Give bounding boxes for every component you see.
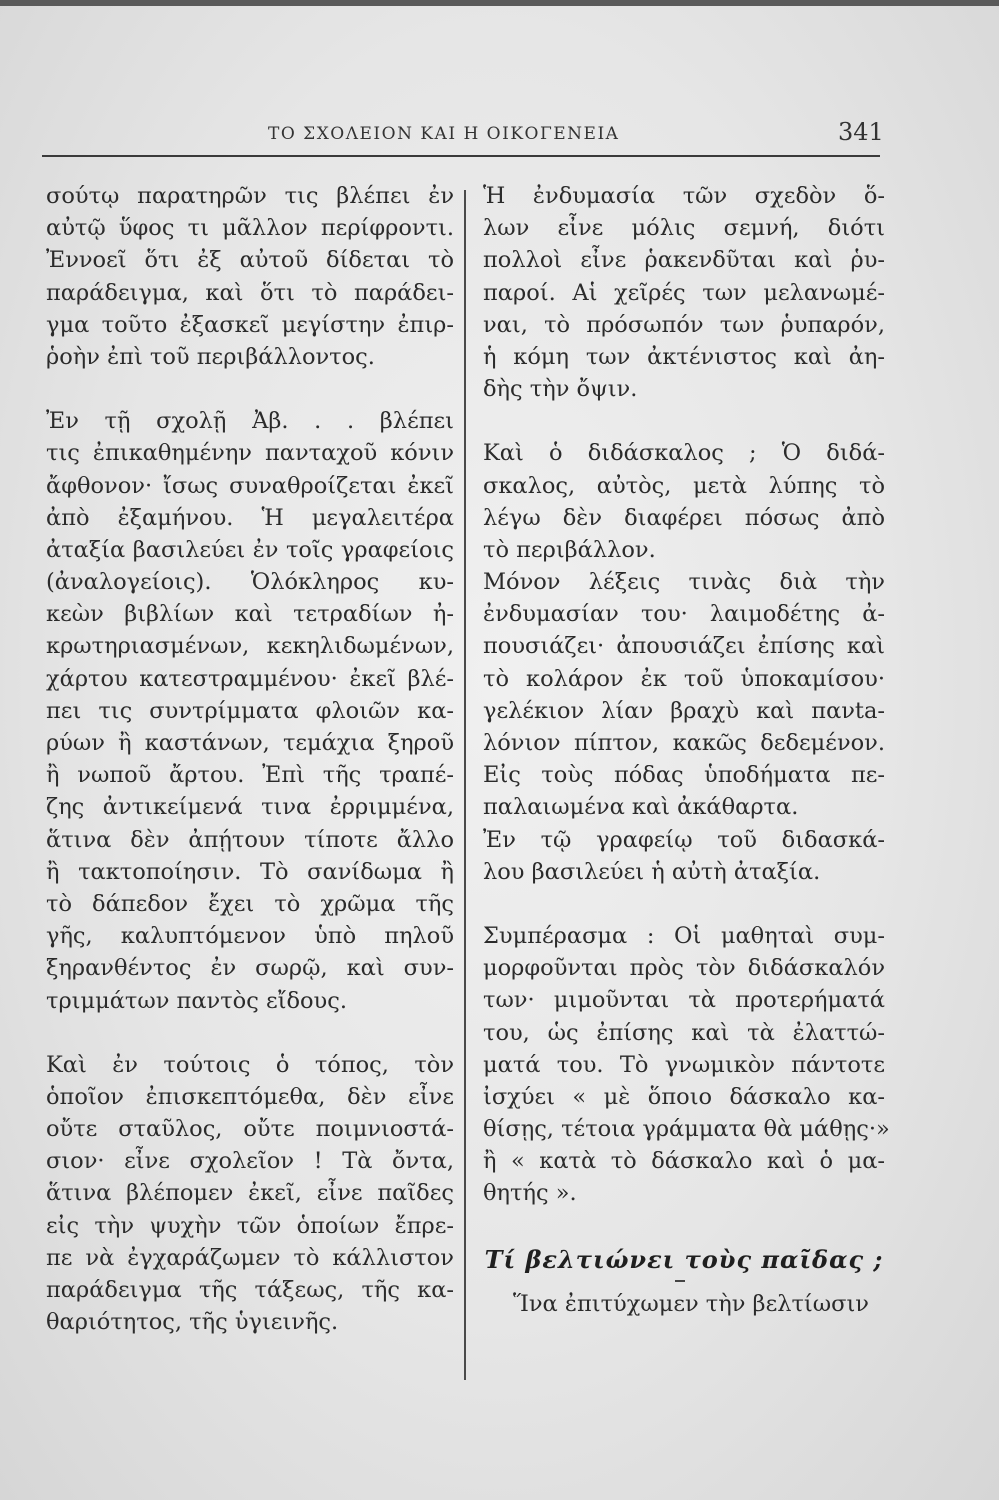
text-line: λόνιον πίπτον, κακῶς δεδεμένον. <box>483 730 885 756</box>
text-line: ἅτινα δὲν ἀπῄτουν τίποτε ἄλλο <box>46 826 454 853</box>
text-line: λέγω δὲν διαφέρει πόσως ἀπὸ <box>483 504 885 531</box>
text-line: πει τις συντρίμματα φλοιῶν κα- <box>46 697 454 724</box>
right-column <box>483 180 890 1320</box>
text-line: τριμμάτων παντὸς εἴδους. <box>46 987 347 1014</box>
paragraph <box>483 437 885 566</box>
text-line: Εἰς τοὺς πόδας ὑποδήματα πε- <box>483 762 885 789</box>
text-line: (ἀναλογείοις). Ὁλόκληρος κυ- <box>46 569 454 596</box>
text-line: ἢ νωποῦ ἄρτου. Ἐπὶ τῆς τραπέ- <box>46 762 454 789</box>
text-line: ῥοὴν ἐπὶ τοῦ περιβάλλοντος. <box>46 343 375 370</box>
text-line: ζης ἀντικείμενά τινα ἐρριμμένα, <box>46 794 454 821</box>
paragraph-gap <box>46 373 454 405</box>
text-line: Ἡ ἐνδυμασία τῶν σχεδὸν ὅ- <box>483 183 885 209</box>
paragraph-gap <box>46 1017 454 1049</box>
text-line: ἡ κόμη των ἀκτένιστος καὶ ἀη- <box>483 343 885 370</box>
text-line: χάρτου κατεστραμμένου· ἐκεῖ βλέ- <box>46 665 454 692</box>
text-line: μορφοῦνται πρὸς τὸν διδάσκαλόν <box>483 955 885 982</box>
text-line: λου βασιλεύει ἡ αὐτὴ ἀταξία. <box>483 858 821 885</box>
running-header <box>0 118 999 152</box>
text-line: σούτῳ παρατηρῶν τις βλέπει ἐν <box>46 183 454 209</box>
text-line: τὸ δάπεδον ἔχει τὸ χρῶμα τῆς <box>46 890 454 917</box>
text-line: οὔτε σταῦλος, οὔτε ποιμνιοστά- <box>46 1116 454 1143</box>
column-divider <box>464 190 466 1380</box>
text-line: ἀταξία βασιλεύει ἐν τοῖς γραφείοις <box>46 536 454 563</box>
text-line: παράδειγμα τῆς τάξεως, τῆς κα- <box>46 1277 454 1303</box>
text-line: Ἵνα ἐπιτύχωμεν τὴν βελτίωσιν <box>513 1290 869 1317</box>
paragraph-gap <box>483 1210 885 1242</box>
text-line: ὁποῖον ἐπισκεπτόμεθα, δὲν εἶνε <box>46 1083 454 1110</box>
text-line: θητής ». <box>483 1180 577 1207</box>
text-line: γμα τοῦτο ἐξασκεῖ μεγίστην ἐπιρ- <box>46 311 454 338</box>
text-line: Ἐννοεῖ ὅτι ἐξ αὐτοῦ δίδεται τὸ <box>46 247 454 274</box>
text-line: τὸ κολάρον ἐκ τοῦ ὑποκαμίσου· <box>483 665 885 692</box>
text-line: παράδειγμα, καὶ ὅτι τὸ παράδει- <box>46 279 454 306</box>
text-line: Ἐν τῷ γραφείῳ τοῦ διδασκά- <box>483 826 885 853</box>
paragraph <box>483 824 885 888</box>
text-line: ἅτινα βλέπομεν ἐκεῖ, εἶνε παῖδες <box>46 1180 454 1207</box>
text-line: σκαλος, αὐτὸς, μετὰ λύπης τὸ <box>483 472 885 499</box>
text-line: γελέκιον λίαν βραχὺ καὶ πανta- <box>483 697 885 724</box>
text-line: Μόνον λέξεις τινὰς διὰ τὴν <box>483 569 885 596</box>
page-number: 341 <box>838 118 884 146</box>
text-line: τὸ περιβάλλον. <box>483 536 656 563</box>
text-line: Ἐν τῇ σχολῇ Ἀβ. . . βλέπει <box>46 408 454 435</box>
text-line: πουσιάζει· ἀπουσιάζει ἐπίσης καὶ <box>483 633 885 660</box>
text-line: δὴς τὴν ὄψιν. <box>483 376 638 403</box>
text-line: κρωτηριασμένων, κεκηλιδωμένων, <box>46 633 454 660</box>
text-line: ρύων ἢ καστάνων, τεμάχια ξηροῦ <box>46 730 454 756</box>
text-line: Καὶ ἐν τούτοις ὁ τόπος, τὸν <box>46 1051 454 1078</box>
text-line: εἰς τὴν ψυχὴν τῶν ὁποίων ἔπρε- <box>46 1212 454 1239</box>
text-line: των· μιμοῦνται τὰ προτερήματά <box>483 987 885 1014</box>
paragraph <box>483 1288 885 1320</box>
paragraph <box>483 566 885 824</box>
text-line: ἀπὸ ἐξαμήνου. Ἡ μεγαλειτέρα <box>46 504 454 531</box>
paragraph <box>46 405 454 1017</box>
paragraph <box>46 1049 454 1339</box>
text-line: ἢ τακτοποίησιν. Τὸ σανίδωμα ἢ <box>46 858 454 885</box>
text-line: ναι, τὸ πρόσωπόν των ῥυπαρόν, <box>483 311 885 338</box>
text-line: Καὶ ὁ διδάσκαλος ; Ὁ διδά- <box>483 440 885 467</box>
text-line: λων εἶνε μόλις σεμνή, διότι <box>483 215 885 242</box>
text-line: ματά του. Τὸ γνωμικὸν πάντοτε <box>483 1051 885 1078</box>
text-line: σιον· εἶνε σχολεῖον ! Τὰ ὄντα, <box>46 1148 454 1175</box>
paragraph-gap <box>483 888 885 920</box>
text-line: του, ὡς ἐπίσης καὶ τὰ ἐλαττώ- <box>483 1019 885 1046</box>
text-line: θαριότητος, τῆς ὑγιεινῆς. <box>46 1309 339 1336</box>
text-line: πολλοὶ εἶνε ῥακενδῦται καὶ ῥυ- <box>483 247 885 274</box>
paragraph-gap <box>483 405 885 437</box>
left-column <box>46 180 454 1338</box>
text-line: θίσῃς, τέτοια γράμματα θὰ μάθῃς·» <box>483 1116 890 1143</box>
text-line: ἢ « κατὰ τὸ δάσκαλο καὶ ὁ μα- <box>483 1148 885 1175</box>
text-line: ἄφθονον· ἴσως συναθροίζεται ἐκεῖ <box>46 472 454 499</box>
text-line: Συμπέρασμα : Οἱ μαθηταὶ συμ- <box>483 922 885 949</box>
running-title: ΤΟ ΣΧΟΛΕΙΟΝ ΚΑΙ Η ΟΙΚΟΓΕΝΕΙΑ <box>268 124 620 144</box>
text-line: παλαιωμένα καὶ ἀκάθαρτα. <box>483 794 799 821</box>
paragraph <box>483 920 890 1210</box>
text-line: αὐτῷ ὕφος τι μᾶλλον περίφροντι. <box>46 215 454 242</box>
text-line: παροί. Αἱ χεῖρές των μελανωμέ- <box>483 279 885 306</box>
paragraph <box>483 180 885 405</box>
section-heading: Τί βελτιώνει τοὺς παῖδας ; <box>484 1244 884 1274</box>
paragraph <box>46 180 454 373</box>
text-line: ἰσχύει « μὲ ὅποιο δάσκαλο κα- <box>483 1083 885 1110</box>
text-line: ξηρανθέντος ἐν σωρῷ, καὶ συν- <box>46 955 454 982</box>
text-line: τις ἐπικαθημένην πανταχοῦ κόνιν <box>46 440 454 467</box>
text-line: κεὼν βιβλίων καὶ τετραδίων ἠ- <box>46 601 454 628</box>
header-rule <box>42 155 880 157</box>
text-line: γῆς, καλυπτόμενον ὑπὸ πηλοῦ <box>46 923 454 950</box>
text-line: πε νὰ ἐγχαράζωμεν τὸ κάλλιστον <box>46 1244 454 1271</box>
heading-dash <box>483 1278 885 1288</box>
page-top-edge <box>0 0 999 6</box>
text-line: ἐνδυμασίαν του· λαιμοδέτης ἀ- <box>483 601 885 628</box>
